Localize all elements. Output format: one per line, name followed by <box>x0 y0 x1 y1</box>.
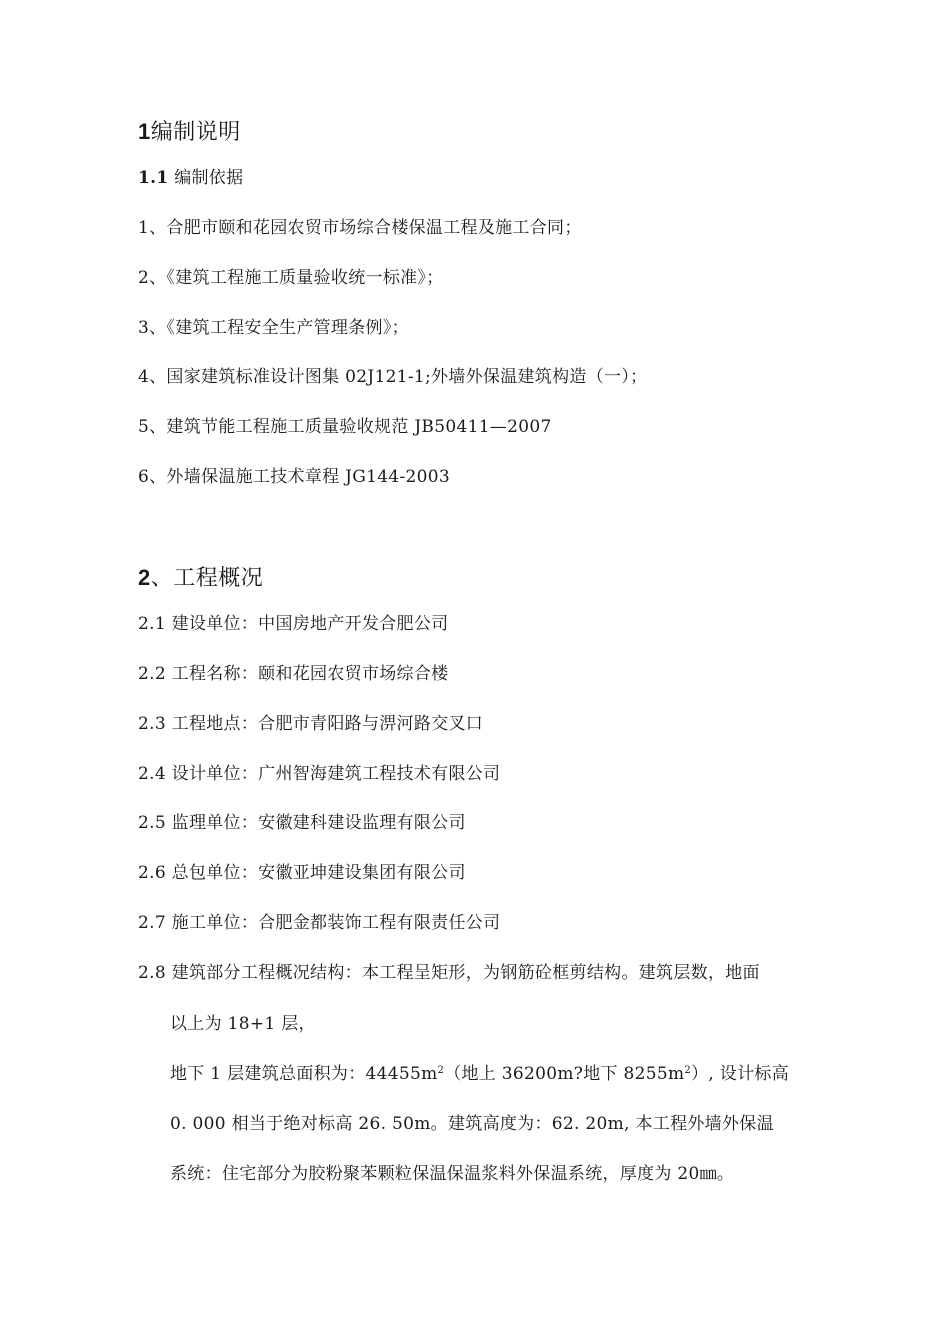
overview-item: 2.2 工程名称：颐和花园农贸市场综合楼 <box>138 664 449 684</box>
area-breakdown-text: （地上 36200m?地下 8255m <box>444 1064 685 1084</box>
area-text: 地下 1 层建筑总面积为：44455m <box>170 1064 438 1084</box>
overview-item-2-8-line <box>170 1063 789 1085</box>
section-2-number: 2 <box>138 565 151 590</box>
section-1-heading <box>138 118 241 146</box>
subsection-1-1-number: 1.1 <box>138 168 169 188</box>
basis-item: 4、国家建筑标准设计图集 02J121-1;外墙外保温建筑构造（一）； <box>138 367 648 387</box>
overview-item-2-8-line: 0. 000 相当于绝对标高 26. 50m。建筑高度为：62. 20m, 本工程外墙外保温 <box>170 1114 774 1134</box>
basis-item: 2、《建筑工程施工质量验收统一标准》； <box>138 268 444 288</box>
overview-item-2-8-line: 系统：住宅部分为胶粉聚苯颗粒保温保温浆料外保温系统，厚度为 20㎜。 <box>170 1164 735 1184</box>
design-elevation-text: ）, 设计标高 <box>691 1064 790 1084</box>
overview-item-2-8-line: 2.8 建筑部分工程概况结构：本工程呈矩形，为钢筋砼框剪结构。建筑层数，地面 <box>138 963 760 983</box>
subsection-1-1-heading <box>138 167 243 189</box>
section-1-title: 编制说明 <box>150 119 241 144</box>
superscript: 2 <box>684 1065 692 1076</box>
overview-item: 2.6 总包单位：安徽亚坤建设集团有限公司 <box>138 863 466 883</box>
superscript: 2 <box>437 1065 445 1076</box>
section-1-number: 1 <box>138 119 151 144</box>
section-2-title: 、工程概况 <box>150 565 264 590</box>
overview-item: 2.5 监理单位：安徽建科建设监理有限公司 <box>138 813 466 833</box>
basis-item: 6、外墙保温施工技术章程 JG144-2003 <box>138 467 450 487</box>
basis-item: 5、建筑节能工程施工质量验收规范 JB50411—2007 <box>138 417 552 437</box>
basis-item: 3、《建筑工程安全生产管理条例》； <box>138 318 409 338</box>
overview-item: 2.4 设计单位：广州智海建筑工程技术有限公司 <box>138 764 501 784</box>
section-2-heading <box>138 564 263 592</box>
overview-item: 2.7 施工单位：合肥金都装饰工程有限责任公司 <box>138 913 501 933</box>
overview-item-2-8-line: 以上为 18+1 层， <box>170 1014 316 1034</box>
subsection-1-1-title: 编制依据 <box>174 168 244 188</box>
overview-item: 2.1 建设单位：中国房地产开发合肥公司 <box>138 614 449 634</box>
overview-item: 2.3 工程地点：合肥市青阳路与淠河路交叉口 <box>138 714 484 734</box>
basis-item: 1、合肥市颐和花园农贸市场综合楼保温工程及施工合同； <box>138 218 582 238</box>
